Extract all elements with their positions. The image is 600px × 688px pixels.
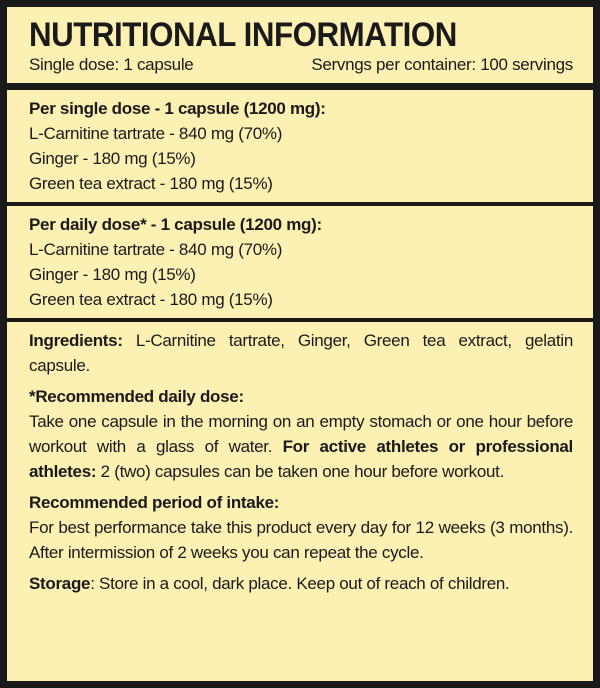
per-single-heading: Per single dose - 1 capsule (1200 mg): [29, 99, 326, 118]
recommended-dose-text [29, 409, 573, 484]
ingredients-text: L-Carnitine tartrate, Ginger, Green tea extract, gelatin capsule. [29, 331, 573, 375]
per-single-item: L-Carnitine tartrate - 840 mg (70%) [29, 124, 283, 143]
storage-section [29, 571, 573, 596]
per-daily-item: Ginger - 180 mg (15%) [29, 265, 196, 284]
period-text: For best performance take this product every day for 12 weeks (3 months). After intermission of 2 weeks you can repeat the cycle. [29, 518, 573, 562]
recommended-dose-heading: *Recommended daily dose: [29, 387, 244, 406]
label-title: NUTRITIONAL INFORMATION [29, 16, 457, 54]
divider [7, 202, 593, 206]
serving-info [29, 53, 573, 77]
per-single-item: Ginger - 180 mg (15%) [29, 149, 196, 168]
recommended-dose-bold: For active athletes or professional athletes: [29, 437, 573, 481]
period-heading: Recommended period of intake: [29, 493, 280, 512]
servings-text: Servngs per container: 100 servings [311, 55, 573, 74]
single-dose-text: Single dose: 1 capsule [29, 55, 194, 74]
divider [7, 318, 593, 322]
storage-text: : Store in a cool, dark place. Keep out of reach of children. [90, 574, 510, 593]
ingredients-section [29, 328, 573, 378]
divider [7, 83, 593, 90]
per-daily-item: L-Carnitine tartrate - 840 mg (70%) [29, 240, 283, 259]
per-daily-heading: Per daily dose* - 1 capsule (1200 mg): [29, 215, 322, 234]
storage-label: Storage [29, 574, 91, 593]
per-daily-item: Green tea extract - 180 mg (15%) [29, 290, 273, 309]
recommended-dose-text-1: Take one capsule in the morning on an empty stomach or one hour before workout with a glass of water. [29, 412, 573, 456]
per-single-item: Green tea extract - 180 mg (15%) [29, 174, 273, 193]
recommended-dose-text-2: 2 (two) capsules can be taken one hour before workout. [96, 462, 505, 481]
ingredients-label: Ingredients: [29, 331, 123, 350]
